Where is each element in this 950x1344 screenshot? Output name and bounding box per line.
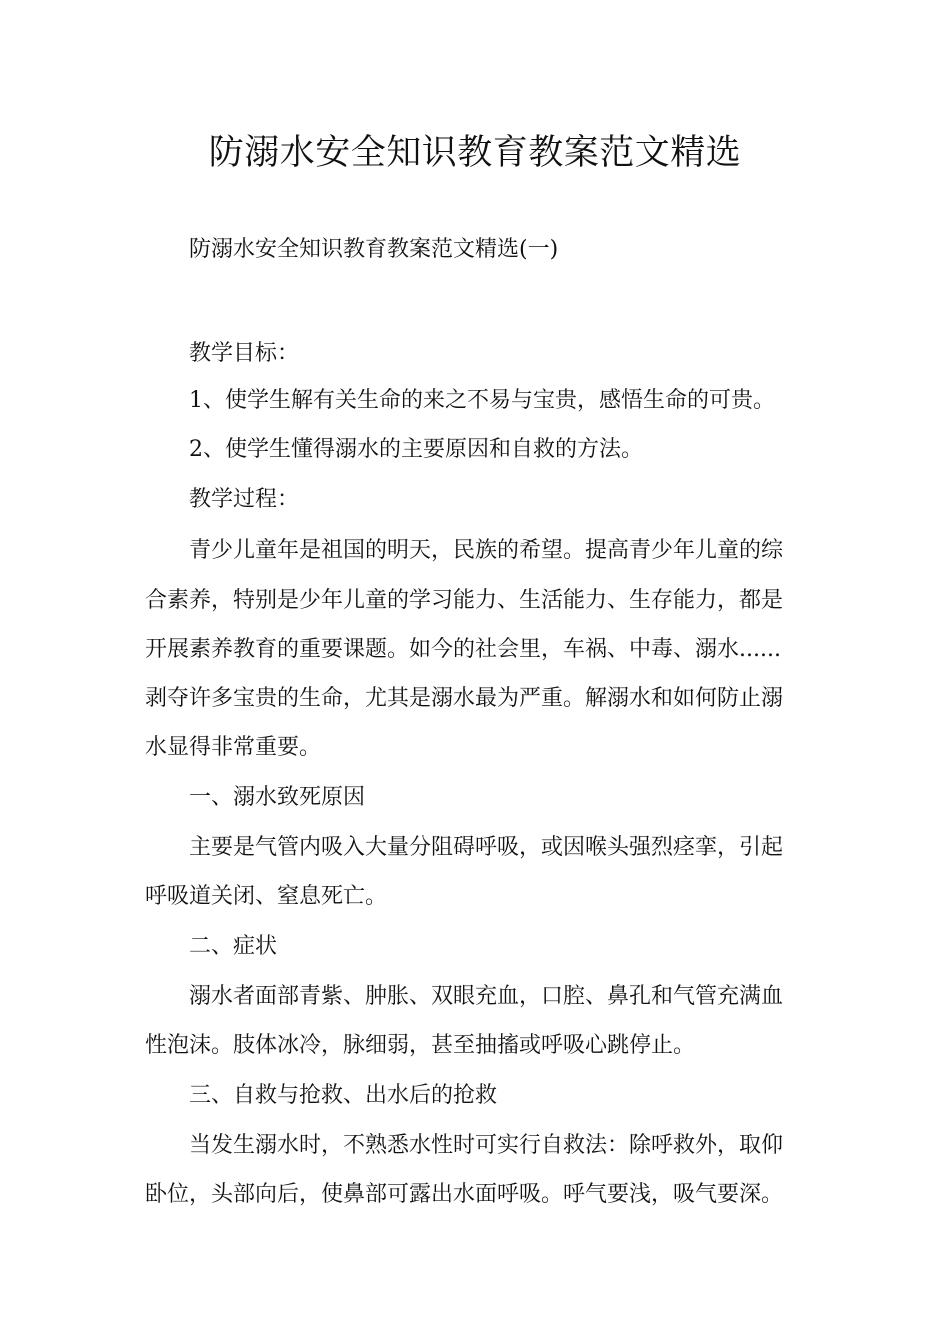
document-subtitle: 防溺水安全知识教育教案范文精选(一) [189, 237, 559, 262]
section-1-line: 主要是气管内吸入大量分阻碍呼吸，或因喉头强烈痉挛，引起 [189, 835, 784, 860]
section-1-line: 呼吸道关闭、窒息死亡。 [145, 884, 388, 909]
goal-item-2: 2、使学生懂得溺水的主要原因和自救的方法。 [189, 437, 643, 462]
section-1-heading: 一、溺水致死原因 [189, 785, 366, 810]
section-3-line: 当发生溺水时，不熟悉水性时可实行自救法：除呼救外，取仰 [189, 1133, 784, 1158]
section-3-heading: 三、自救与抢救、出水后的抢救 [189, 1083, 498, 1108]
intro-paragraph-line: 剥夺许多宝贵的生命，尤其是溺水最为严重。解溺水和如何防止溺 [145, 686, 784, 711]
intro-paragraph-line: 水显得非常重要。 [145, 735, 322, 760]
section-2-line: 性泡沫。肢体冰冷，脉细弱，甚至抽搐或呼吸心跳停止。 [145, 1033, 696, 1058]
document-title: 防溺水安全知识教育教案范文精选 [208, 133, 742, 173]
process-heading: 教学过程： [189, 487, 300, 512]
intro-paragraph-line: 合素养，特别是少年儿童的学习能力、生活能力、生存能力，都是 [145, 588, 784, 613]
goal-item-1: 1、使学生解有关生命的来之不易与宝贵，感悟生命的可贵。 [189, 388, 775, 413]
section-2-heading: 二、症状 [189, 934, 278, 959]
intro-paragraph-line: 青少儿童年是祖国的明天，民族的希望。提高青少年儿童的综 [189, 538, 784, 563]
intro-paragraph-line: 开展素养教育的重要课题。如今的社会里，车祸、中毒、溺水...... [145, 637, 781, 662]
section-3-line: 卧位，头部向后，使鼻部可露出水面呼吸。呼气要浅，吸气要深。 [145, 1182, 784, 1207]
section-2-line: 溺水者面部青紫、肿胀、双眼充血，口腔、鼻孔和气管充满血 [189, 984, 784, 1009]
goals-heading: 教学目标： [189, 341, 300, 366]
